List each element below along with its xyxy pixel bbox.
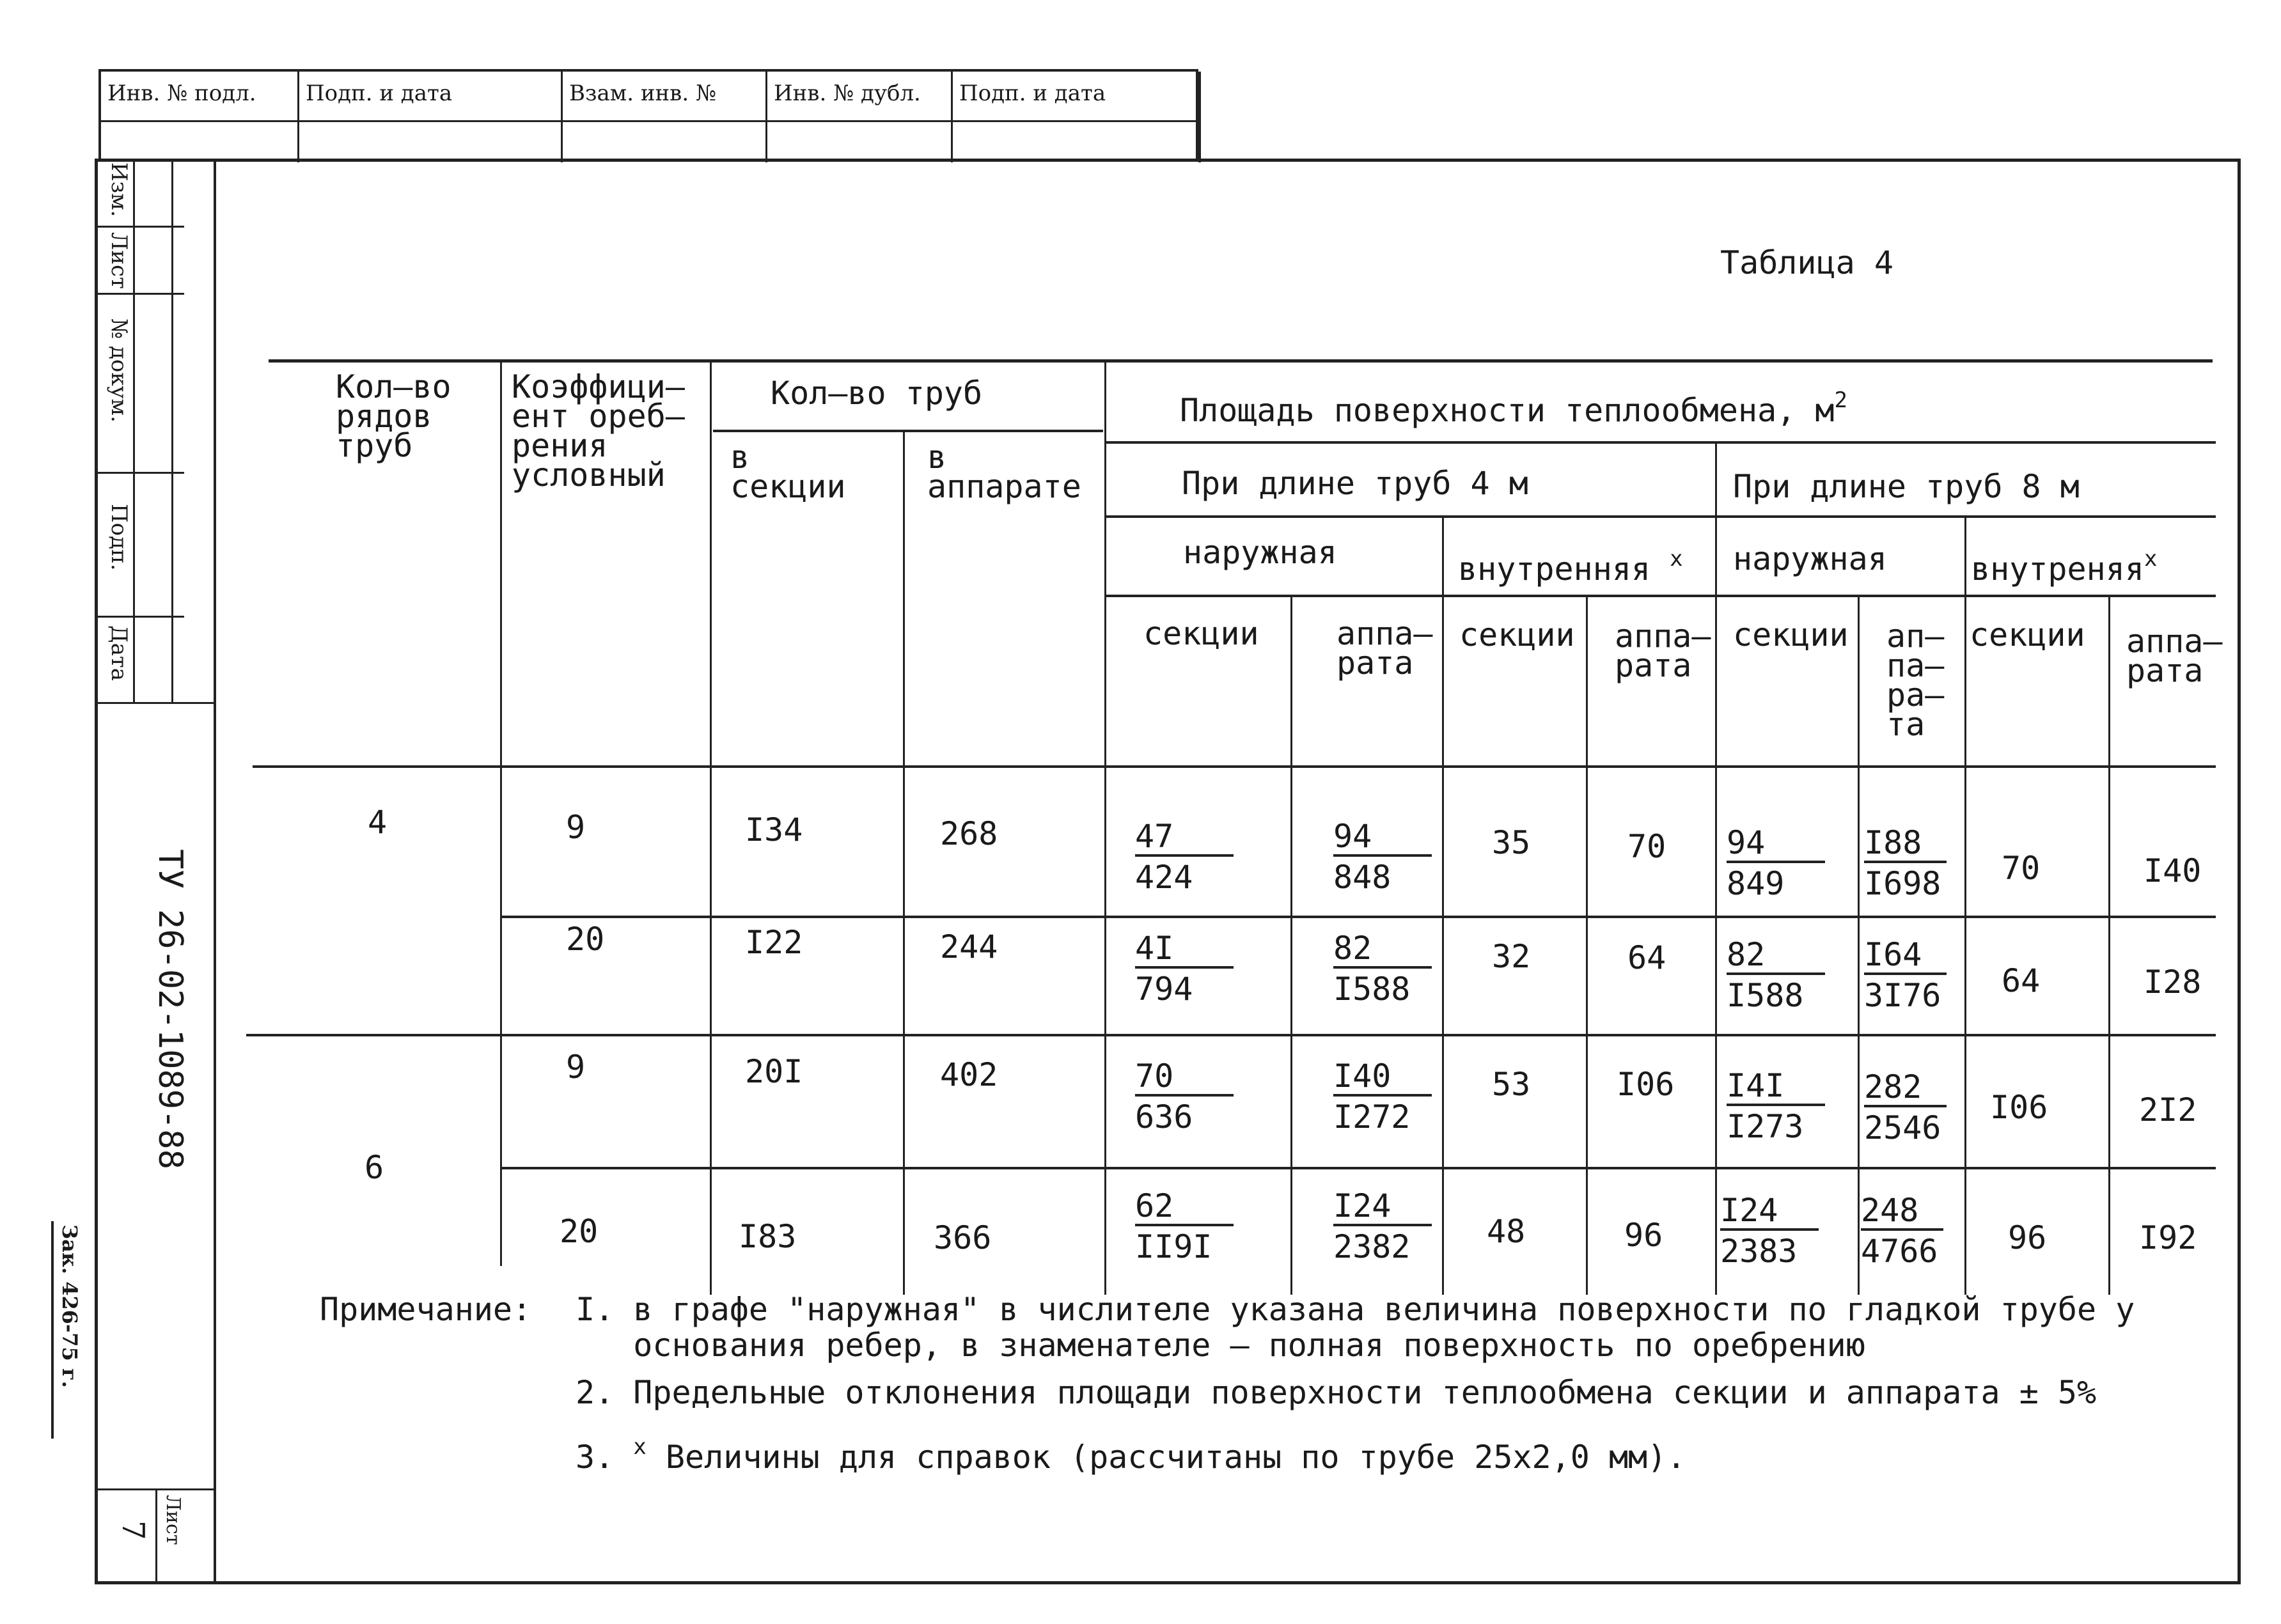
cell-outer8-section: $\frac{82}{I588}$ bbox=[1727, 937, 1825, 1013]
table-title: Таблица 4 bbox=[1720, 244, 1893, 281]
col-rule bbox=[500, 361, 502, 1266]
strip-divider bbox=[95, 293, 184, 295]
note-2: 2. Предельные отклонения площади поверхности теплообмена секции и аппарата ± 5% bbox=[576, 1374, 2097, 1411]
label-list: Лист bbox=[106, 232, 132, 289]
approval-stamp-block bbox=[98, 69, 1198, 160]
cell-inner8-apparatus: I28 bbox=[2144, 964, 2202, 1001]
header-section-o8: секции bbox=[1733, 616, 1849, 653]
cell-outer4-apparatus: $\frac{94}{848}$ bbox=[1333, 818, 1432, 895]
col-rule bbox=[2108, 595, 2110, 1295]
cell-outer4-apparatus: $\frac{I40}{I272}$ bbox=[1333, 1058, 1432, 1135]
header-coef: Коэффици– ент ореб– рения условный bbox=[512, 368, 685, 494]
row-rule bbox=[502, 916, 2216, 918]
stamp-inv-dubl: Инв. № дубл. bbox=[767, 72, 953, 162]
col-rule bbox=[710, 361, 712, 1295]
cell-outer4-section: $\frac{70}{636}$ bbox=[1135, 1058, 1234, 1135]
cell-outer8-apparatus: $\frac{248}{4766}$ bbox=[1861, 1192, 1943, 1269]
cell-outer8-apparatus: $\frac{I64}{3I76}$ bbox=[1864, 937, 1947, 1013]
cell-tubes-section: I22 bbox=[745, 924, 803, 961]
label-podp: Подп. bbox=[106, 504, 132, 571]
stamp-inv-podl: Инв. № подл. bbox=[101, 72, 299, 162]
cell-outer4-apparatus: $\frac{I24}{2382}$ bbox=[1333, 1188, 1432, 1265]
cell-inner8-section: 96 bbox=[2008, 1219, 2047, 1256]
header-section-i8: секции bbox=[1970, 616, 2085, 653]
header-tubes-section: в секции bbox=[730, 439, 846, 505]
cell-inner4-apparatus: I06 bbox=[1617, 1066, 1675, 1103]
cell-outer8-apparatus: $\frac{I88}{I698}$ bbox=[1864, 825, 1947, 902]
stamp-divider bbox=[101, 120, 1196, 122]
cell-outer4-section: $\frac{47}{424}$ bbox=[1135, 818, 1234, 895]
header-inner-4m: внутренняя $^x$ bbox=[1458, 546, 1683, 588]
order-underline bbox=[51, 1221, 54, 1439]
cell-tubes-apparatus: 268 bbox=[940, 815, 998, 852]
label-izm: Изм. bbox=[106, 162, 132, 217]
cell-inner8-section: 70 bbox=[2002, 850, 2041, 887]
cell-coef: 20 bbox=[560, 1213, 599, 1250]
rule bbox=[1106, 595, 2216, 597]
cell-rows: 4 bbox=[368, 804, 388, 841]
rule bbox=[1106, 515, 2216, 518]
left-title-strip bbox=[95, 159, 216, 1584]
cell-inner4-section: 48 bbox=[1487, 1213, 1526, 1250]
cell-coef: 9 bbox=[566, 1049, 586, 1086]
cell-inner4-section: 53 bbox=[1492, 1066, 1531, 1103]
strip-divider bbox=[133, 159, 135, 702]
strip-divider bbox=[155, 1488, 157, 1584]
header-outer-8m: наружная bbox=[1733, 540, 1887, 577]
stamp-podp-date-1: Подп. и дата bbox=[299, 72, 563, 162]
cell-coef: 9 bbox=[566, 809, 586, 846]
sheet-number: 7 bbox=[115, 1520, 151, 1540]
cell-rows: 6 bbox=[364, 1149, 384, 1186]
col-rule bbox=[1104, 361, 1106, 1295]
col-rule bbox=[1964, 515, 1966, 1295]
document-code: ТУ 26-02-1089-88 bbox=[151, 849, 189, 1169]
cell-outer4-section: $\frac{62}{II9I}$ bbox=[1135, 1188, 1234, 1265]
cell-coef: 20 bbox=[566, 921, 605, 958]
cell-outer8-apparatus: $\frac{282}{2546}$ bbox=[1864, 1069, 1947, 1146]
table-top-rule bbox=[269, 359, 2213, 363]
cell-outer8-section: $\frac{94}{849}$ bbox=[1727, 825, 1825, 902]
header-tubes: Кол–во труб bbox=[771, 375, 983, 412]
cell-inner8-apparatus: 2I2 bbox=[2139, 1091, 2197, 1128]
row-rule bbox=[246, 1034, 2216, 1036]
header-apparatus-o4: аппа– рата bbox=[1336, 615, 1433, 682]
header-section-i4: секции bbox=[1459, 616, 1575, 653]
header-len8: При длине труб 8 м bbox=[1733, 468, 2080, 505]
cell-outer4-apparatus: $\frac{82}{I588}$ bbox=[1333, 930, 1432, 1007]
cell-inner4-apparatus: 64 bbox=[1627, 939, 1666, 976]
stamp-podp-date-2: Подп. и дата bbox=[953, 72, 1201, 162]
col-rule bbox=[1290, 595, 1292, 1295]
header-tubes-apparatus: в аппарате bbox=[927, 439, 1081, 505]
strip-divider bbox=[95, 616, 184, 618]
cell-inner4-apparatus: 70 bbox=[1627, 828, 1666, 865]
cell-tubes-apparatus: 402 bbox=[940, 1056, 998, 1093]
header-bottom-rule bbox=[253, 765, 2216, 768]
header-outer-4m: наружная bbox=[1183, 534, 1337, 571]
header-apparatus-i4: аппа– рата bbox=[1615, 618, 1711, 684]
col-rule bbox=[1858, 595, 1860, 1295]
rule bbox=[713, 430, 1103, 432]
strip-divider bbox=[95, 702, 214, 704]
label-data: Дата bbox=[106, 625, 132, 681]
note-3: 3. $^x$ Величины для справок (рассчитаны по трубе 25x2,0 мм). bbox=[576, 1434, 1686, 1476]
strip-divider bbox=[171, 159, 173, 702]
col-rule bbox=[903, 430, 905, 1295]
cell-inner8-apparatus: I92 bbox=[2139, 1219, 2197, 1256]
cell-outer8-section: $\frac{I24}{2383}$ bbox=[1720, 1192, 1819, 1269]
header-area: Площадь поверхности теплообмена, $м^2$ bbox=[1180, 387, 1847, 429]
cell-tubes-section: 20I bbox=[745, 1053, 803, 1090]
note-1: I. в графе "наружная" в числителе указана величина поверхности по гладкой трубе у основания ребер, в знаменателе – полная поверхность по оребрению bbox=[576, 1291, 2135, 1364]
header-apparatus-o8: ап– па– ра– та bbox=[1886, 618, 1945, 743]
strip-divider bbox=[95, 472, 184, 474]
header-len4: При длине труб 4 м bbox=[1182, 465, 1528, 502]
header-apparatus-i8: аппа– рата bbox=[2126, 623, 2223, 689]
cell-inner8-section: 64 bbox=[2002, 962, 2041, 999]
cell-tubes-section: I83 bbox=[739, 1218, 797, 1255]
cell-inner4-apparatus: 96 bbox=[1624, 1217, 1663, 1254]
cell-tubes-section: I34 bbox=[745, 811, 803, 848]
col-rule bbox=[1715, 441, 1717, 1295]
cell-inner4-section: 35 bbox=[1492, 824, 1531, 861]
notes-label: Примечание: bbox=[320, 1291, 532, 1328]
sheet-label: Лист bbox=[162, 1495, 184, 1545]
cell-inner8-apparatus: I40 bbox=[2144, 852, 2202, 889]
label-dokum: № докум. bbox=[106, 318, 132, 423]
row-rule bbox=[502, 1167, 2216, 1169]
cell-inner8-section: I06 bbox=[1990, 1089, 2048, 1126]
stamp-vzam: Взам. инв. № bbox=[563, 72, 767, 162]
strip-divider bbox=[95, 226, 184, 228]
cell-outer4-section: $\frac{4I}{794}$ bbox=[1135, 930, 1234, 1007]
cell-tubes-apparatus: 244 bbox=[940, 928, 998, 965]
header-section-o4: секции bbox=[1143, 615, 1259, 652]
cell-inner4-section: 32 bbox=[1492, 938, 1531, 975]
header-inner-8m: внутреняя$^x$ bbox=[1971, 546, 2158, 588]
header-rows: Кол–во рядов труб bbox=[336, 368, 451, 464]
strip-divider bbox=[95, 1488, 214, 1490]
order-number: Зак. 426-75 г. bbox=[58, 1224, 82, 1388]
col-rule bbox=[1442, 515, 1444, 1295]
rule bbox=[1106, 441, 2216, 444]
col-rule bbox=[1586, 595, 1588, 1295]
cell-outer8-section: $\frac{I4I}{I273}$ bbox=[1727, 1068, 1825, 1144]
cell-tubes-apparatus: 366 bbox=[934, 1219, 992, 1256]
